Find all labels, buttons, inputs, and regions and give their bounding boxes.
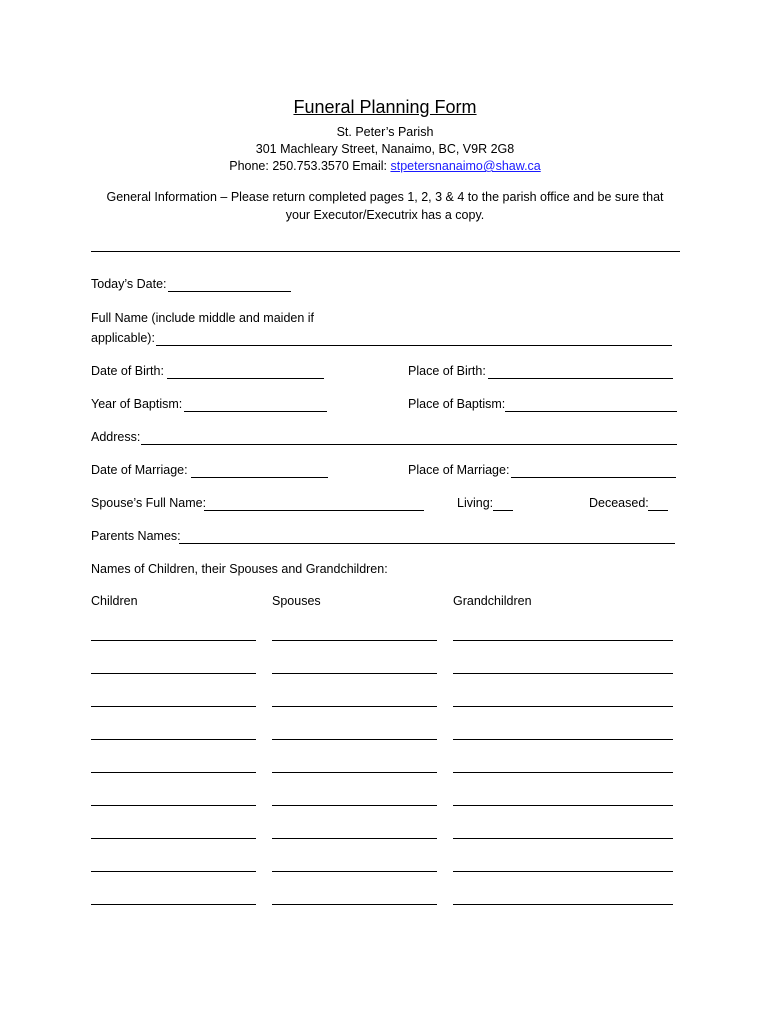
column-header-children: Children bbox=[91, 594, 138, 608]
full-name-label-cont: applicable): bbox=[91, 331, 155, 345]
children-line[interactable] bbox=[91, 805, 256, 806]
grandchildren-line[interactable] bbox=[453, 805, 673, 806]
email-link[interactable]: stpetersnanaimo@shaw.ca bbox=[390, 159, 541, 173]
children-line[interactable] bbox=[91, 904, 256, 905]
place-of-birth-field[interactable] bbox=[488, 378, 673, 379]
children-line[interactable] bbox=[91, 871, 256, 872]
deceased-label: Deceased: bbox=[589, 496, 649, 510]
full-name-row-1 bbox=[91, 310, 691, 328]
parents-names-field[interactable] bbox=[179, 543, 675, 544]
date-of-marriage-field[interactable] bbox=[191, 477, 328, 478]
parents-names-label: Parents Names: bbox=[91, 529, 181, 543]
spouses-line[interactable] bbox=[272, 805, 437, 806]
grandchildren-line[interactable] bbox=[453, 640, 673, 641]
spouses-line[interactable] bbox=[272, 772, 437, 773]
living-field[interactable] bbox=[493, 510, 513, 511]
year-of-baptism-field[interactable] bbox=[184, 411, 327, 412]
full-name-row-2 bbox=[91, 330, 691, 348]
place-of-birth-label: Place of Birth: bbox=[408, 364, 486, 378]
parents-row bbox=[91, 528, 691, 546]
spouses-line[interactable] bbox=[272, 904, 437, 905]
date-of-birth-label: Date of Birth: bbox=[91, 364, 164, 378]
full-name-field[interactable] bbox=[156, 345, 672, 346]
grandchildren-line[interactable] bbox=[453, 772, 673, 773]
parish-name: St. Peter’s Parish bbox=[336, 125, 434, 139]
place-of-marriage-label: Place of Marriage: bbox=[408, 463, 510, 477]
children-line[interactable] bbox=[91, 640, 256, 641]
children-line[interactable] bbox=[91, 739, 256, 740]
section-divider bbox=[91, 251, 680, 252]
birth-row bbox=[91, 363, 691, 381]
spouses-line[interactable] bbox=[272, 640, 437, 641]
general-information-text: General Information – Please return completed pages 1, 2, 3 & 4 to the parish office and be sure that your Executor/Executrix has a copy. bbox=[106, 190, 664, 222]
spouses-line[interactable] bbox=[272, 673, 437, 674]
baptism-row bbox=[91, 396, 691, 414]
spouses-line[interactable] bbox=[272, 871, 437, 872]
grandchildren-line[interactable] bbox=[453, 706, 673, 707]
spouses-line[interactable] bbox=[272, 739, 437, 740]
place-of-baptism-label: Place of Baptism: bbox=[408, 397, 506, 411]
grandchildren-line[interactable] bbox=[453, 673, 673, 674]
form-title: Funeral Planning Form bbox=[293, 97, 477, 117]
grandchildren-line[interactable] bbox=[453, 904, 673, 905]
date-of-birth-field[interactable] bbox=[167, 378, 324, 379]
children-line[interactable] bbox=[91, 772, 256, 773]
living-label: Living: bbox=[457, 496, 494, 510]
phone-text: Phone: 250.753.3570 Email: bbox=[229, 159, 391, 173]
place-of-marriage-field[interactable] bbox=[511, 477, 676, 478]
grandchildren-line[interactable] bbox=[453, 739, 673, 740]
todays-date-label: Today’s Date: bbox=[91, 277, 167, 291]
contact-line bbox=[0, 158, 770, 175]
form-header bbox=[0, 96, 770, 175]
column-header-spouses: Spouses bbox=[272, 594, 321, 608]
children-line[interactable] bbox=[91, 838, 256, 839]
parish-address: 301 Machleary Street, Nanaimo, BC, V9R 2G8 bbox=[255, 142, 515, 156]
todays-date-row bbox=[91, 276, 691, 294]
children-line[interactable] bbox=[91, 706, 256, 707]
year-of-baptism-label: Year of Baptism: bbox=[91, 397, 183, 411]
marriage-row bbox=[91, 462, 691, 480]
spouse-full-name-label: Spouse’s Full Name: bbox=[91, 496, 207, 510]
children-heading: Names of Children, their Spouses and Grandchildren: bbox=[91, 562, 388, 576]
todays-date-field[interactable] bbox=[168, 291, 291, 292]
deceased-field[interactable] bbox=[648, 510, 668, 511]
column-header-grandchildren: Grandchildren bbox=[453, 594, 532, 608]
address-label: Address: bbox=[91, 430, 141, 444]
children-line[interactable] bbox=[91, 673, 256, 674]
spouses-line[interactable] bbox=[272, 838, 437, 839]
spouses-line[interactable] bbox=[272, 706, 437, 707]
place-of-baptism-field[interactable] bbox=[505, 411, 677, 412]
grandchildren-line[interactable] bbox=[453, 871, 673, 872]
spouse-row bbox=[91, 495, 691, 513]
grandchildren-line[interactable] bbox=[453, 838, 673, 839]
address-row bbox=[91, 429, 691, 447]
children-heading-row bbox=[91, 561, 691, 579]
spouse-full-name-field[interactable] bbox=[204, 510, 424, 511]
address-field[interactable] bbox=[141, 444, 677, 445]
date-of-marriage-label: Date of Marriage: bbox=[91, 463, 188, 477]
full-name-label: Full Name (include middle and maiden if bbox=[91, 311, 315, 325]
